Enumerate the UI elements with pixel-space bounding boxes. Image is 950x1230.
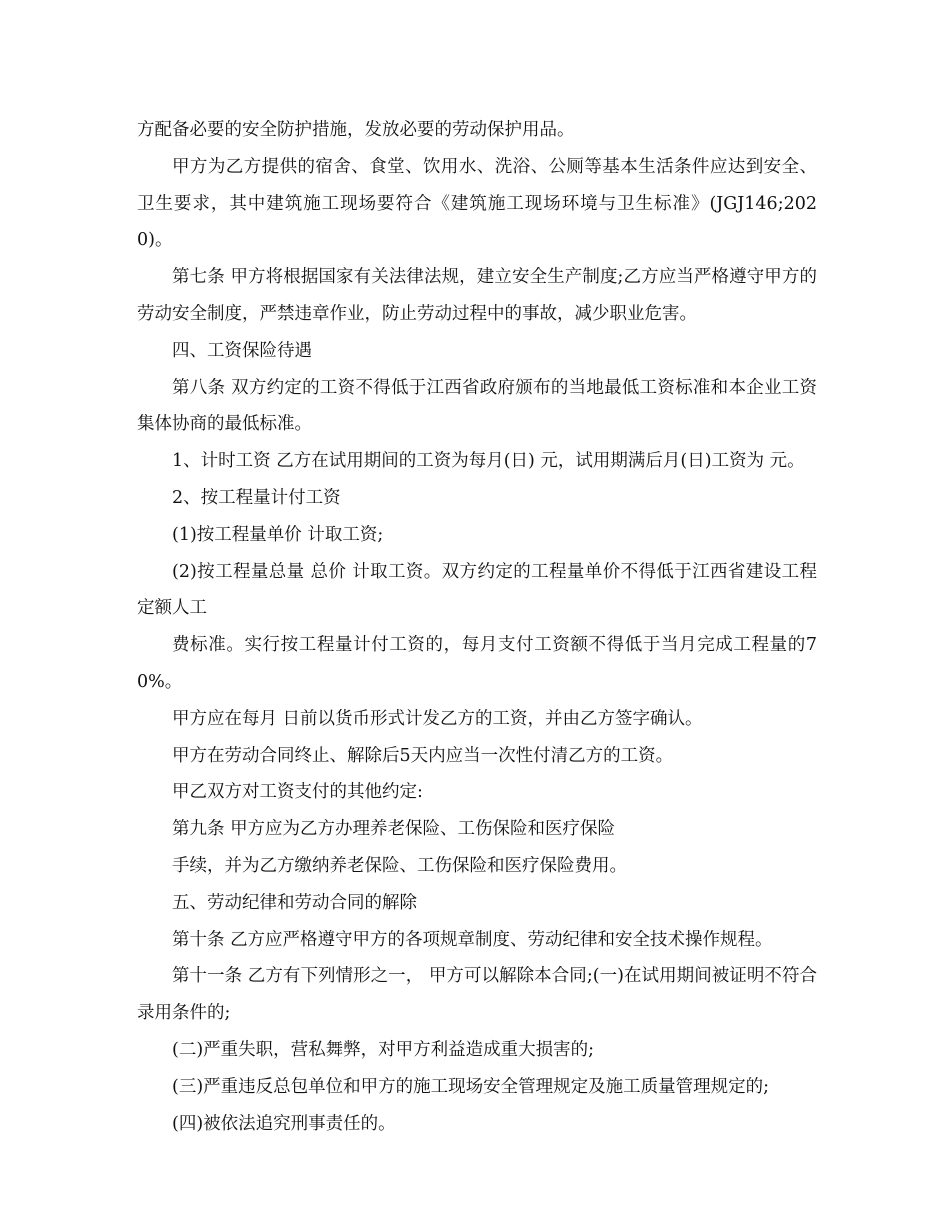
paragraph-article-11: 第十一条 乙方有下列情形之一， 甲方可以解除本合同;(一)在试用期间被证明不符合录用条件的; (137, 966, 817, 1024)
paragraph-final-payment: 甲方在劳动合同终止、解除后5天内应当一次性付清乙方的工资。 (172, 745, 674, 766)
section-heading-discipline-termination: 五、劳动纪律和劳动合同的解除 (172, 892, 417, 913)
paragraph-other-agreements: 甲乙双方对工资支付的其他约定: (172, 782, 423, 803)
paragraph-article-10: 第十条 乙方应严格遵守甲方的各项规章制度、劳动纪律和安全技术操作规程。 (172, 929, 773, 950)
paragraph-piece-rate-wage: 2、按工程量计付工资 (172, 487, 341, 508)
document-body (137, 112, 817, 1142)
paragraph-monthly-payment: 甲方应在每月 日前以货币形式计发乙方的工资，并由乙方签字确认。 (172, 708, 703, 729)
paragraph-article-9: 第九条 甲方应为乙方办理养老保险、工伤保险和医疗保险 (172, 819, 616, 840)
paragraph-hourly-wage: 1、计时工资 乙方在试用期间的工资为每月(日) 元，试用期满后月(日)工资为 元。 (172, 451, 805, 472)
paragraph-safety-measures: 方配备必要的安全防护措施，发放必要的劳动保护用品。 (137, 120, 575, 140)
paragraph-labor-cost-standard: 费标准。实行按工程量计付工资的，每月支付工资额不得低于当月完成工程量的70%。 (137, 635, 817, 692)
paragraph-unit-price: (1)按工程量单价 计取工资; (172, 524, 384, 545)
paragraph-article-7: 第七条 甲方将根据国家有关法律法规，建立安全生产制度;乙方应当严格遵守甲方的劳动安全制度，严禁违章作业，防止劳动过程中的事故，减少职业危害。 (137, 267, 817, 324)
list-item-safety-violation: (三)严重违反总包单位和甲方的施工现场安全管理规定及施工质量管理规定的; (172, 1076, 770, 1097)
paragraph-article-8: 第八条 双方约定的工资不得低于江西省政府颁布的当地最低工资标准和本企业工资集体协商的最低标准。 (137, 377, 817, 435)
section-heading-wages-insurance: 四、工资保险待遇 (172, 340, 312, 361)
list-item-criminal-liability: (四)被依法追究刑事责任的。 (172, 1113, 396, 1134)
paragraph-total-price: (2)按工程量总量 总价 计取工资。双方约定的工程量单价不得低于江西省建设工程定额人工 (137, 561, 817, 619)
paragraph-insurance-fees: 手续，并为乙方缴纳养老保险、工伤保险和医疗保险费用。 (172, 855, 627, 876)
list-item-serious-misconduct: (二)严重失职，营私舞弊，对甲方利益造成重大损害的; (172, 1039, 595, 1060)
paragraph-living-conditions: 甲方为乙方提供的宿舍、食堂、饮用水、洗浴、公厕等基本生活条件应达到安全、卫生要求，其中建筑施工现场要符合《建筑施工现场环境与卫生标准》(JGJ146;2020)。 (137, 156, 817, 251)
